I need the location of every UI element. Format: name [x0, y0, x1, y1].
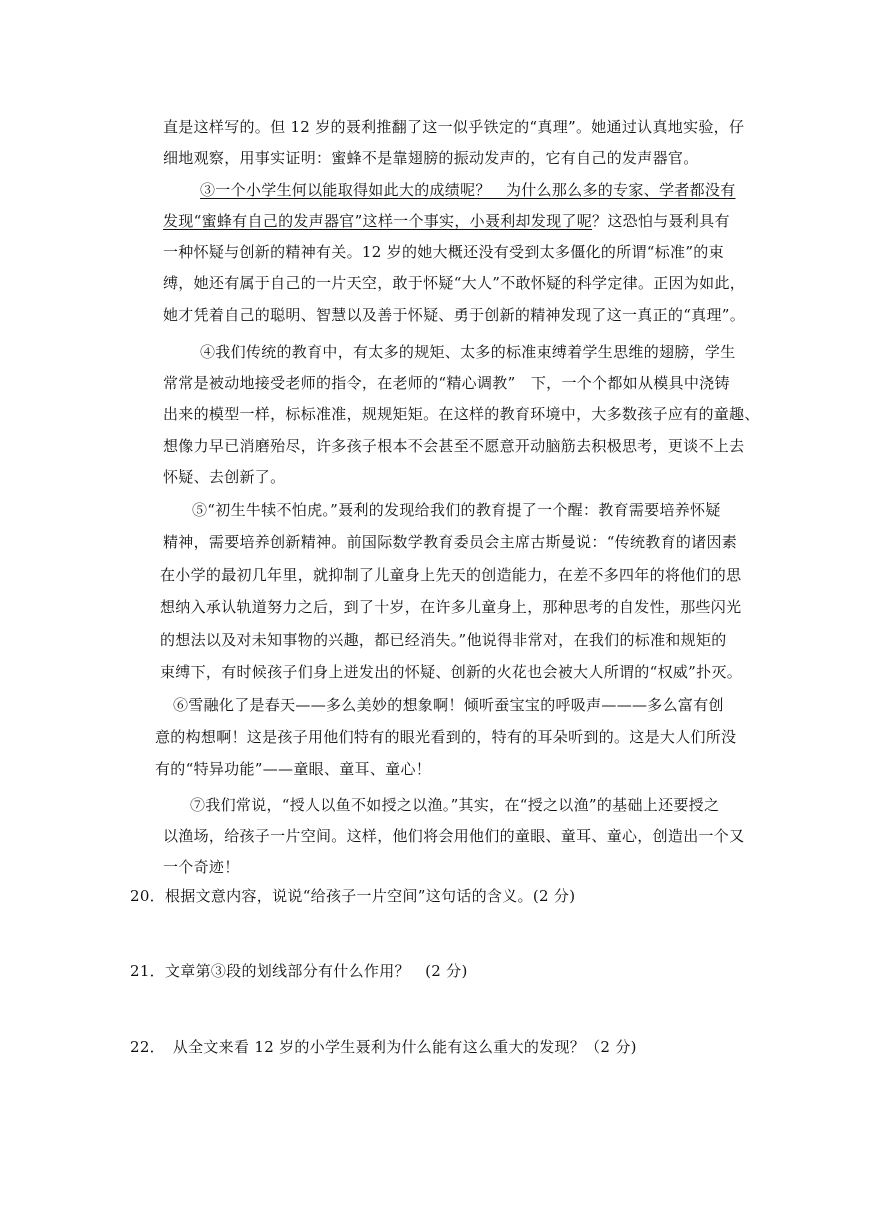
paragraph-3-line-2: [163, 211, 730, 231]
question-22: 22． 从全文来看 12 岁的小学生聂利为什么能有这么重大的发现？（2 分): [130, 1038, 637, 1056]
question-21: 21．文章第③段的划线部分有什么作用？ (2 分): [130, 962, 468, 980]
paragraph-5-line-4: 想纳入承认轨道努力之后，到了十岁，在许多儿童身上，那种思考的自发性，那些闪光: [160, 598, 742, 616]
paragraph-6-line-3: 有的“特异功能”——童眼、童耳、童心！: [155, 760, 432, 778]
paragraph-5-line-1: ⑤“初生牛犊不怕虎。”聂利的发现给我们的教育提了一个醒：教育需要培养怀疑: [192, 501, 721, 519]
paragraph-4-line-4: 想像力早已消磨殆尽，许多孩子根本不会甚至不愿意开动脑筋去积极思考，更谈不上去: [163, 437, 745, 455]
paragraph-5-line-2: 精神，需要培养创新精神。前国际数学教育委员会主席古斯曼说：“传统教育的诸因素: [163, 533, 738, 551]
paragraph-6-line-1: ⑥雪融化了是春天——多么美妙的想象啊！倾听蚕宝宝的呼吸声———多么富有创: [173, 696, 724, 714]
paragraph-2-line-1: 直是这样写的。但 12 岁的聂利推翻了这一似乎铁定的“真理”。她通过认真地实验，仔: [163, 118, 745, 136]
paragraph-3-line-3: 一种怀疑与创新的精神有关。12 岁的她大概还没有受到太多僵化的所谓“标准”的束: [163, 243, 724, 261]
paragraph-4-line-2: 常常是被动地接受老师的指令，在老师的“精心调教” 下，一个个都如从模具中浇铸: [163, 374, 730, 392]
paragraph-7-line-1: ⑦我们常说，“授人以鱼不如授之以渔。”其实，在“授之以渔”的基础上还要授之: [190, 796, 720, 814]
paragraph-3-line-2-rest: ？这恐怕与聂利具有: [592, 212, 730, 230]
paragraph-6-line-2: 意的构想啊！这是孩子用他们特有的眼光看到的，特有的耳朵听到的。这是大人们所没: [155, 728, 737, 746]
paragraph-3-line-4: 缚，她还有属于自己的一片天空，敢于怀疑“大人”不敢怀疑的科学定律。正因为如此，: [163, 274, 746, 292]
paragraph-3-line-5: 她才凭着自己的聪明、智慧以及善于怀疑、勇于创新的精神发现了这一真正的“真理”。: [163, 306, 746, 324]
paragraph-7-line-2: 以渔场，给孩子一片空间。这样，他们将会用他们的童眼、童耳、童心，创造出一个又: [163, 827, 745, 845]
paragraph-3-underlined-line-2: 发现“蜜蜂有自己的发声器官”这样一个事实，小聂利却发现了呢: [163, 212, 593, 230]
paragraph-3-underlined-line-1: ③一个小学生何以能取得如此大的成绩呢？ 为什么那么多的专家、学者都没有: [200, 181, 736, 199]
question-20: 20．根据文意内容，说说“给孩子一片空间”这句话的含义。(2 分): [130, 887, 576, 905]
paragraph-2-line-2: 细地观察，用事实证明：蜜蜂不是靠翅膀的振动发声的，它有自己的发声器官。: [163, 149, 699, 167]
paragraph-5-line-3: 在小学的最初几年里，就抑制了儿童身上先天的创造能力，在差不多四年的将他们的思: [160, 566, 742, 584]
paragraph-4-line-5: 怀疑、去创新了。: [163, 468, 286, 486]
paragraph-4-line-1: ④我们传统的教育中，有太多的规矩、太多的标准束缚着学生思维的翅膀，学生: [200, 343, 736, 361]
paragraph-7-line-3: 一个奇迹！: [163, 858, 240, 876]
paragraph-4-line-3: 出来的模型一样，标标准准，规规矩矩。在这样的教育环境中，大多数孩子应有的童趣、: [163, 405, 760, 423]
paragraph-5-line-6: 束缚下，有时候孩子们身上迸发出的怀疑、创新的火花也会被大人所谓的“权威”扑灭。: [160, 663, 743, 681]
paragraph-5-line-5: 的想法以及对未知事物的兴趣，都已经消失。”他说得非常对，在我们的标准和规矩的: [160, 631, 727, 649]
